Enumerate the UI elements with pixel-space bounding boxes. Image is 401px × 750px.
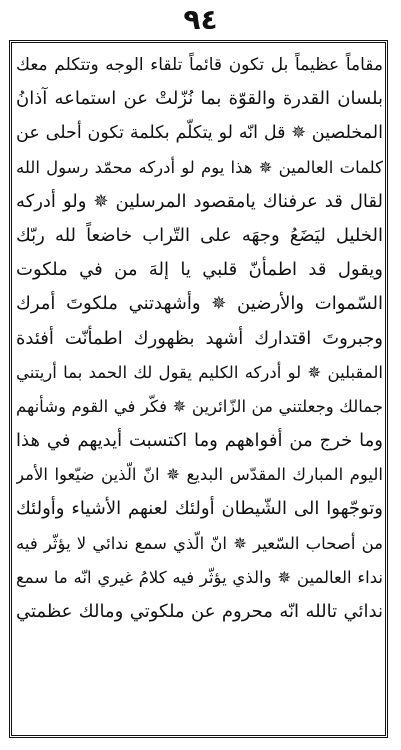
text-line-13: اليوم المبارك المقدّس البديع ✵ انّ الّذين ضيّعوا الأمر (16, 465, 383, 485)
text-line-11: جمالك وجعلتني من الزّائرين ✵ فكّر في القوم وشأنهم (16, 396, 383, 416)
text-line-14: وتوجّهوا الى الشّيطان أولئك لعنهم الأشياء وأولئك (16, 498, 383, 520)
text-line-2: بلسان القدرة والقوّة بما نُزّلتْ عن استماعه آذانُ (16, 88, 383, 110)
text-line-4: كلمات العالمين ✵ هذا يوم لو أدركه محمّد رسول الله (16, 157, 383, 177)
text-line-12: وما خرج من أفواههم وما اكتسبت أيديهم في هذا (16, 430, 383, 452)
text-line-8: السّموات والأرضين ✵ وأشهدتني ملكوتَ أمرك (16, 293, 383, 315)
text-line-6: الخليل ليَضَعُ وجهَه على التّراب خاضعاً لله ربّك (16, 224, 383, 246)
text-line-9: وجبروتَ اقتدارك أشهد بظهورك اطمأنّت أفئدة (16, 327, 383, 349)
body-text (16, 48, 383, 732)
text-line-16: نداء العالمين ✵ والذي يؤثّر فيه كلامُ غيري انّه ما سمع (16, 567, 383, 587)
text-line-5: لقال قد عرفناك يامقصود المرسلين ✵ ولو أدركه (16, 190, 383, 212)
text-line-10: المقبلين ✵ لو أدركه الكليم يقول لك الحمد بما أريتني (16, 362, 383, 382)
text-line-15: من أصحاب السّعير ✵ انّ الّذي سمع ندائي لا يؤثّر فيه (16, 533, 383, 553)
text-line-3: المخلصين ✵ قل انّه لو يتكلّم بكلمة تكون أحلى عن (16, 123, 383, 144)
text-line-7: ويقول قد اطمأنّ قلبي يا إلهَ من في ملكوت (16, 259, 383, 281)
page-number: ٩٤ (183, 3, 218, 36)
text-line-17: ندائي تالله انّه محروم عن ملكوتي ومالك عظمتي (16, 601, 383, 622)
text-line-1: مقاماً عظيماً بل تكون قائماً تلقاء الوجه وتتكلم معك (16, 55, 383, 75)
